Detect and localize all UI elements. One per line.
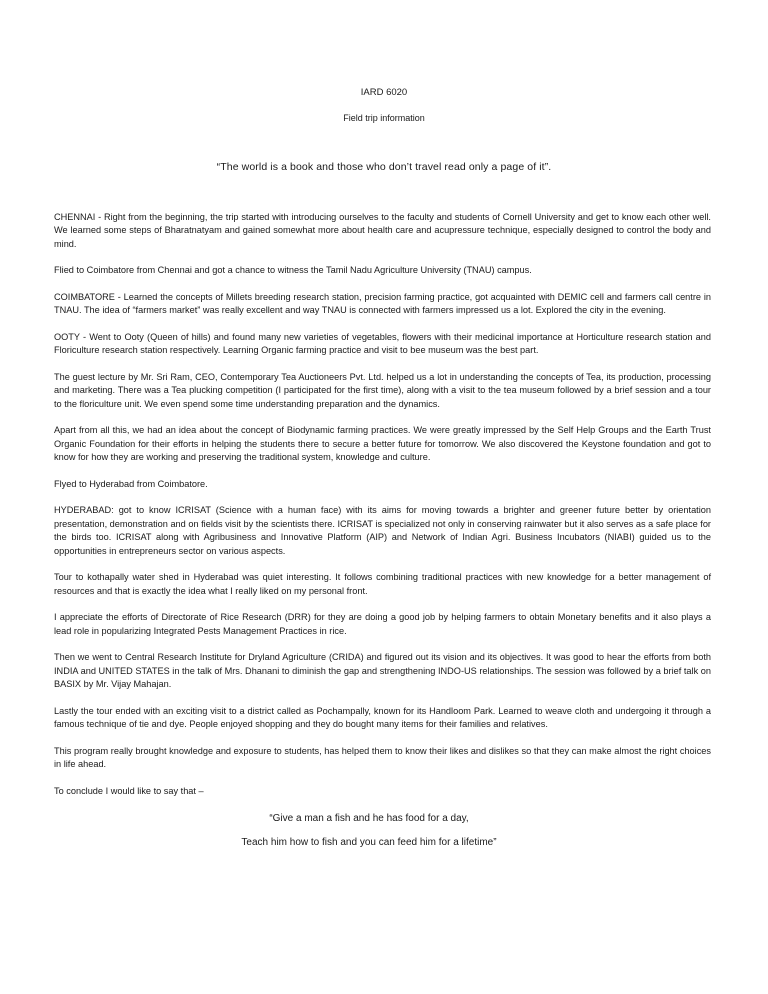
paragraph-guest-lecture: The guest lecture by Mr. Sri Ram, CEO, Contemporary Tea Auctioneers Pvt. Ltd. helped us a lot in understanding the concepts of Tea, its production, processing and marketing. There was a Tea plucking competition (I participated for the first time), along with a visit to the tea museum followed by a brief session and a tour to the floriculture unit. We even spend some time understanding preparation and the dynamics. — [54, 372, 711, 409]
document-body — [54, 211, 711, 811]
document-subtitle: Field trip information — [343, 113, 425, 123]
paragraph-chennai: CHENNAI - Right from the beginning, the trip started with introducing ourselves to the faculty and students of Cornell University and get to know each other well. We learned some steps of Bharatnatyam and gained somewhat more about health care and acupressure technique, especially designed to control the body and mind. — [54, 212, 711, 249]
opening-quote: “The world is a book and those who don’t travel read only a page of it”. — [216, 161, 552, 173]
paragraph-hyderabad: HYDERABAD: got to know ICRISAT (Science with a human face) with its aims for moving towards a brighter and greener future better by orientation presentation, demonstration and on fields visit by the scientists there. ICRISAT is specialized not only in conserving rainwater but it also serves as a safe place for the birds too. ICRISAT along with Agribusiness and Innovative Platform (AIP) and Network of Indian Agri. Business Incubators (NIABI) guided us to the opportunities in entrepreneurs sector on various aspects. — [54, 505, 711, 556]
paragraph-flight-hyderabad: Flyed to Hyderabad from Coimbatore. — [54, 478, 208, 489]
closing-quote-line-2: Teach him how to fish and you can feed him for a lifetime” — [241, 837, 497, 848]
paragraph-ooty: OOTY - Went to Ooty (Queen of hills) and found many new varieties of vegetables, flowers with their medicinal importance at Horticulture research station and Floriculture research station respectively. Learning Organic farming practice and visit to bee museum was the best part. — [54, 332, 711, 356]
paragraph-conclusion-intro: To conclude I would like to say that – — [54, 785, 204, 796]
paragraph-drr: I appreciate the efforts of Directorate of Rice Research (DRR) for they are doing a good job by helping farmers to obtain Monetary benefits and it also plays a lead role in popularizing Integrated Pests Management Practices in rice. — [54, 612, 711, 636]
course-code: IARD 6020 — [360, 87, 408, 98]
paragraph-program-summary: This program really brought knowledge and exposure to students, has helped them to know their likes and dislikes so that they can make almost the right choices in life ahead. — [54, 745, 711, 770]
paragraph-pochampally: Lastly the tour ended with an exciting visit to a district called as Pochampally, known for its Handloom Park. Learned to weave cloth and undergoing it through a famous technique of tie and dye. People enjoyed shopping and they do bought many items for their families and relatives. — [54, 705, 711, 730]
paragraph-crida: Then we went to Central Research Institute for Dryland Agriculture (CRIDA) and figured out its vision and its objectives. It was good to hear the efforts from both INDIA and UNITED STATES in the talk of Mrs. Dhanani to diminish the gap and strengthening INDO-US relationships. The session was followed by a brief talk on BASIX by Mr. Vijay Mahajan. — [54, 652, 711, 690]
closing-quote — [0, 812, 768, 849]
closing-quote-line-1: “Give a man a fish and he has food for a day, — [269, 813, 469, 824]
paragraph-kothapally: Tour to kothapally water shed in Hyderabad was quiet interesting. It follows combining traditional practices with new knowledge for a better management of resources and that is exactly the idea what I really liked on my personal front. — [54, 572, 711, 596]
paragraph-coimbatore: COIMBATORE - Learned the concepts of Millets breeding research station, precision farming practice, got acquainted with DEMIC cell and farmers call centre in TNAU. The idea of “farmers market” was really excellent and way TNAU is connected with farmers impressed us a lot. Explored the city in the evening. — [54, 292, 711, 316]
paragraph-flight-coimbatore: Flied to Coimbatore from Chennai and got a chance to witness the Tamil Nadu Agriculture University (TNAU) campus. — [54, 265, 532, 276]
paragraph-biodynamic: Apart from all this, we had an idea about the concept of Biodynamic farming practices. We were greatly impressed by the Self Help Groups and the Earth Trust Organic Foundation for their efforts in helping the students there to secure a better future for tomorrow. We also discovered the Keystone foundation and got to know for how they are working and preserving the traditional system, knowledge and culture. — [54, 425, 711, 463]
